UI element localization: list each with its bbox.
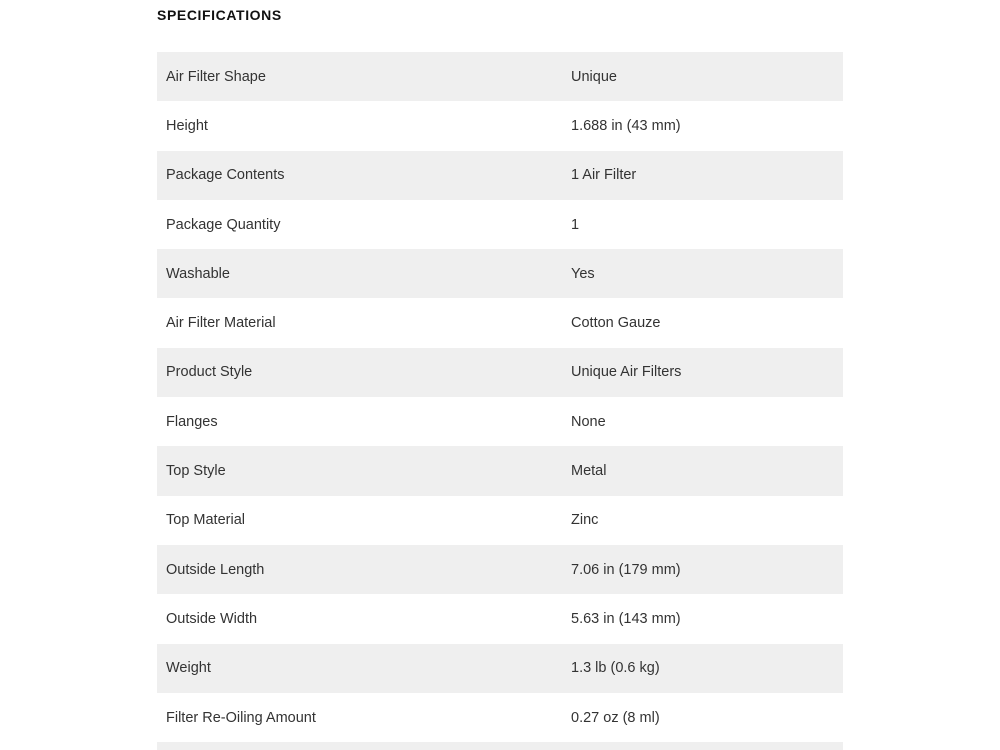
spec-label: Package Quantity <box>166 216 281 233</box>
spec-label: Package Contents <box>166 167 285 184</box>
spec-row <box>157 151 843 200</box>
spec-row <box>157 249 843 298</box>
spec-row <box>157 693 843 742</box>
spec-value: 1 Air Filter <box>571 167 637 184</box>
spec-row <box>157 496 843 545</box>
spec-row-partial <box>157 742 843 750</box>
spec-row <box>157 298 843 347</box>
spec-row <box>157 594 843 643</box>
specifications-heading: SPECIFICATIONS <box>157 7 282 23</box>
spec-row <box>157 101 843 150</box>
spec-label: Height <box>166 117 208 134</box>
spec-label: Washable <box>166 265 230 282</box>
spec-row <box>157 200 843 249</box>
spec-row <box>157 52 843 101</box>
spec-value: Unique <box>571 68 617 85</box>
spec-label: Air Filter Material <box>166 315 276 332</box>
spec-value: Metal <box>571 463 607 480</box>
spec-value: 7.06 in (179 mm) <box>571 561 681 578</box>
spec-value: 1.3 lb (0.6 kg) <box>571 660 660 677</box>
spec-value: 0.27 oz (8 ml) <box>571 709 660 726</box>
spec-value: 5.63 in (143 mm) <box>571 610 681 627</box>
spec-row <box>157 348 843 397</box>
spec-label: Outside Width <box>166 610 258 627</box>
spec-row <box>157 644 843 693</box>
spec-value: None <box>571 413 606 430</box>
spec-value: 1.688 in (43 mm) <box>571 117 681 134</box>
spec-value: Cotton Gauze <box>571 315 661 332</box>
spec-value: Yes <box>571 265 595 282</box>
spec-label: Top Material <box>166 512 245 529</box>
spec-label: Product Style <box>166 364 253 381</box>
specifications-table <box>157 52 843 750</box>
spec-value: Zinc <box>571 512 599 529</box>
spec-label: Weight <box>166 660 211 677</box>
spec-label: Air Filter Shape <box>166 68 266 85</box>
spec-row <box>157 545 843 594</box>
spec-label: Top Style <box>166 463 226 480</box>
spec-label: Filter Re-Oiling Amount <box>166 709 316 726</box>
spec-row <box>157 397 843 446</box>
spec-row <box>157 446 843 495</box>
spec-label: Outside Length <box>166 561 265 578</box>
spec-value: Unique Air Filters <box>571 364 682 381</box>
spec-label: Flanges <box>166 413 218 430</box>
spec-value: 1 <box>571 216 580 233</box>
